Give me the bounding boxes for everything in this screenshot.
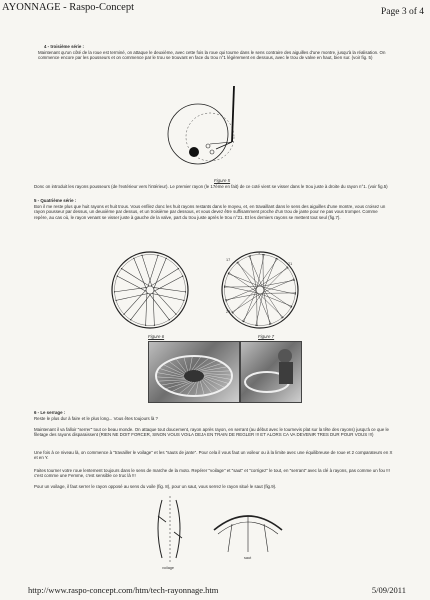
figure-9-saut-diagram [208,496,288,556]
spoke-nipple [145,325,146,326]
spoke-nipple [226,300,227,301]
photo-spoke [202,380,212,393]
spoke-nipple [290,307,291,308]
spoke-nipple [121,268,122,269]
wheel-spoke [122,269,150,286]
spoke-nipple [295,292,296,293]
fig5-spoke [232,86,234,142]
section-heading-quatrieme: 5 - Quatrième série : [34,198,77,203]
spoke-nipple [287,267,288,268]
photo-spoke [172,382,191,392]
spoke-nipple [262,254,263,255]
spoke-nipple [282,316,283,317]
spoke-nipple [250,255,251,256]
serrage-paragraph-5: Pour un voilage, il faut serrer le rayon opposé au sens du voile (fig. 8), pour un saut, vous serrez le rayon situé le saut (fig.9). [34,484,277,489]
spoke-nipple [242,320,243,321]
serrage-paragraph-1: Reste le plus dur à faire et le plus long... Vous êtes toujours là ? [34,416,158,421]
photo-spoke [161,381,187,385]
spoke-nipple [277,258,278,259]
figure-5-caption: Figure 5 [214,178,231,183]
spoke-nipple [225,299,226,300]
spoke-number-label: 17 [226,258,231,262]
figure-6-wheel-diagram [108,248,192,332]
wheel-truing-photo-2 [240,341,302,403]
spoke-nipple [228,273,229,274]
spoke-nipple [249,256,250,257]
serrage-paragraph-2: Maintenant il va falloir "serrer" tout ce beau monde. On attaque tout doucement, rayon après rayon, en serrant (au début avec le tournevis plat sur la tête des rayons) jusqu'à ce que le filetage des rayons disparaissent (RIEN NE DOIT FORCER, SINON VOUS VOILA DEJA EN TRAIN DE REGLER !!! ET ALORS CA VA DEVENIR TRES DUR POUR VOUS !!!) [34,427,389,438]
spoke-nipple [243,321,244,322]
photo-spoke [204,377,224,387]
photo-spoke [190,357,193,371]
wheel-spoke [149,294,169,320]
wheel-spoke [153,293,154,326]
wheel-rim [222,252,298,328]
wheel-spoke [115,287,147,291]
spoke-nipple [182,276,183,277]
spoke-nipple [255,325,256,326]
photo-spoke [202,371,230,372]
page-header-title: AYONNAGE - Raspo-Concept [2,2,135,13]
footer-date: 5/09/2011 [371,585,406,595]
serrage-paragraph-3: Une fois à ce niveau là, on commence à "travailler le voilage" et les "sauts de jante". Pour cela il vous faut un voileur ou à la limite avec une équilibreuse de roue et 2 comparateurs en X et en Y. [34,450,393,461]
spoke-nipple [169,319,170,320]
spoke-nipple [291,306,292,307]
spoke-nipple [130,319,131,320]
spoke-nipple [157,255,158,256]
figure-8-voilage-diagram [140,492,200,564]
fig5-hub-dot [189,147,199,157]
spoke-nipple [166,258,167,259]
saut-label: saut [244,556,252,560]
spoke-nipple [175,314,176,315]
spoke-nipple [115,300,116,301]
spoke-nipple [183,300,184,301]
spoke-number-label: 1 [258,251,261,255]
spoke-nipple [269,324,270,325]
spoke-nipple [270,323,271,324]
serrage-paragraph-4: Faites tourner votre roue lentement toujours dans le sens de marche de la moto. Repérer "voilage" et "saut" et "corrigez" le tout, en "serrant" avec la clé à rayons, pas comme un fou !!! c'est comme une Femme, c'est sensible ce truc là !!! [34,468,390,479]
photo-spoke [196,361,215,371]
figure-7-wheel-diagram [218,248,302,332]
page-number: Page 3 of 4 [380,7,424,17]
wheel-spoke [154,290,176,314]
section-body-troisieme: Maintenant qu'un côté de la roue est terminé, on attaque le deuxième, avec cette fois la roue qui tourne dans le sens contraire des aiguilles d'une montre, jusqu'à la réalisation. On commence encore par les pousseurs et on commence par le trou se trouvant en face du trou n°1 légèrement en dessous, avec le trou de valve en haut, bien sur. (voir fig. 5) [38,50,386,61]
spoke-nipple [257,325,258,326]
wheel-spoke [124,290,146,314]
spoke-nipple [154,325,155,326]
spoke-nipple [178,268,179,269]
photo-spoke [203,373,231,375]
figure-5-diagram [150,82,280,182]
spoke-nipple [293,279,294,280]
spoke-nipple [123,314,124,315]
wheel-spoke [116,293,148,300]
spoke-nipple [294,280,295,281]
wheel-spoke [131,294,151,320]
spoke-number-label: 29 [226,310,231,314]
spoke-nipple [228,272,229,273]
spoke-nipple [141,255,142,256]
spoke-number-label: 21 [288,262,293,266]
spoke-nipple [117,276,118,277]
wheel-truing-photo-1 [148,341,240,403]
spoke-nipple [224,287,225,288]
spoke-nipple [114,291,115,292]
spoke-nipple [232,312,233,313]
wheel-spoke [264,288,291,307]
spoke-nipple [295,293,296,294]
spoke-nipple [185,291,186,292]
photo-spoke [157,377,185,379]
photo-spoke [200,367,226,371]
section-body-quatrieme: Bon il me reste plus que huit rayons et huit trous. Vous enfilez donc les huit rayons restants dans le moyeu, et, en travaillant dans le sens des aiguilles d'une montre, vous croisez un rayon pousseur par dessus, un deuxième par dessus, et un troisième par dessous, et vous devez être suffisamment proche d'un trou de jante pour ne pas vous tromper. Comme repère, au cas où, le rayon venant se visser juste à gauche de la valve, part du trou juste après le trou n°21. Et les derniers rayons se mettent tout seul (fig.7). [34,204,386,220]
spoke-nipple [276,258,277,259]
photo-spoke [176,359,186,372]
wheel-spoke [151,269,179,286]
wheel-rim [112,252,188,328]
wheel-spoke [152,293,184,300]
figure-7-caption: Figure 7 [258,334,275,339]
wheel-spoke [153,287,185,291]
wheel-rim-inner [225,255,296,326]
section-heading-troisieme: 4 - troisième série : [44,44,85,49]
photo-spoke [196,381,199,395]
section-heading-serrage: 6 - Le serrage : [34,410,66,415]
voilage-label: voilage [162,566,175,570]
wheel-spoke [146,293,147,326]
photo-spoke [164,365,184,375]
paragraph-after-fig5: Donc on introduit les rayons pousseurs (de l'extérieur vers l'intérieur). Le premier rayon (le 17ème en fait) de ce coté vient se visser dans le trou juste à droite du rayon n°1. (voir fig.5) [34,184,388,189]
wheel-hub [256,286,264,294]
photo-spoke [184,358,188,372]
spoke-nipple [224,285,225,286]
wheel-rim-inner [115,255,186,326]
photo-spoke [158,380,186,381]
spoke-nipple [133,258,134,259]
photo-spoke [200,381,204,395]
footer-url: http://www.raspo-concept.com/htm/tech-rayonnage.htm [28,585,219,595]
figure-6-caption: Figure 6 [148,334,165,339]
spoke-nipple [236,262,237,263]
spoke-nipple [263,254,264,255]
